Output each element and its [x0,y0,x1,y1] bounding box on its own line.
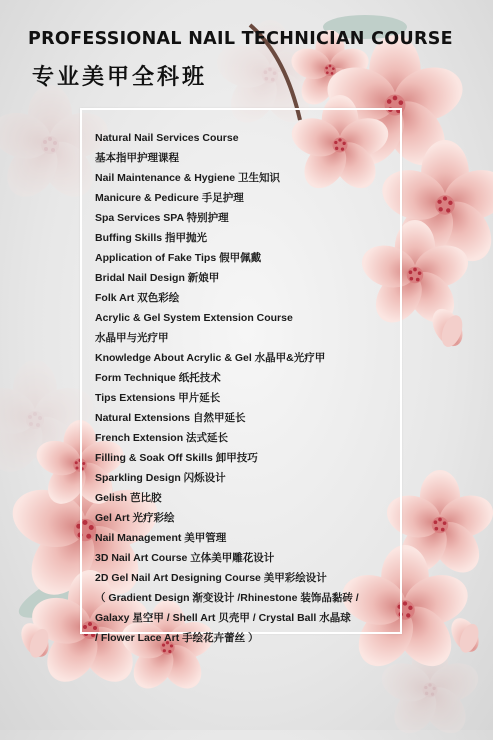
list-item: Gelish 芭比胶 [95,492,162,504]
list-item: Folk Art 双色彩绘 [95,292,180,304]
list-item: Form Technique 纸托技术 [95,372,221,384]
list-item: Acrylic & Gel System Extension Course [95,312,293,324]
list-item: 基本指甲护理课程 [95,152,179,164]
list-item: Buffing Skills 指甲抛光 [95,232,208,244]
list-item: 水晶甲与光疗甲 [95,332,169,344]
bud-bottom-right [440,610,490,660]
list-item: Natural Nail Services Course [95,132,239,144]
list-item: Knowledge About Acrylic & Gel 水晶甲&光疗甲 [95,352,326,364]
list-item: Natural Extensions 自然甲延长 [95,412,246,424]
list-item: Nail Management 美甲管理 [95,532,227,544]
list-item: Gel Art 光疗彩绘 [95,512,175,524]
list-item: French Extension 法式延长 [95,432,229,444]
bud-bottom-left [10,615,60,665]
list-item: Bridal Nail Design 新娘甲 [95,272,220,284]
list-item: 2D Gel Nail Art Designing Course 美甲彩绘设计 [95,572,327,584]
bud-right [420,300,475,355]
list-item: Galaxy 星空甲 / Shell Art 贝壳甲 / Crystal Ball 水晶球 [95,612,351,624]
list-item: / Flower Lace Art 手绘花卉蕾丝 ） [95,632,259,644]
page-title: PROFESSIONAL NAIL TECHNICIAN COURSE [28,29,453,49]
list-item: Sparkling Design 闪烁设计 [95,472,226,484]
list-item: （ Gradient Design 渐变设计 /Rhinestone 装饰品黏砖 / [95,592,359,604]
course-list [95,128,415,648]
list-item: Spa Services SPA 特别护理 [95,212,229,224]
list-item: Nail Maintenance & Hygiene 卫生知识 [95,172,280,184]
list-item: Tips Extensions 甲片延长 [95,392,221,404]
page-subtitle: 专业美甲全科班 [32,64,208,90]
list-item: Application of Fake Tips 假甲佩戴 [95,252,262,264]
list-item: Manicure & Pedicure 手足护理 [95,192,244,204]
list-item: 3D Nail Art Course 立体美甲雕花设计 [95,552,275,564]
list-item: Filling & Soak Off Skills 卸甲技巧 [95,452,258,464]
